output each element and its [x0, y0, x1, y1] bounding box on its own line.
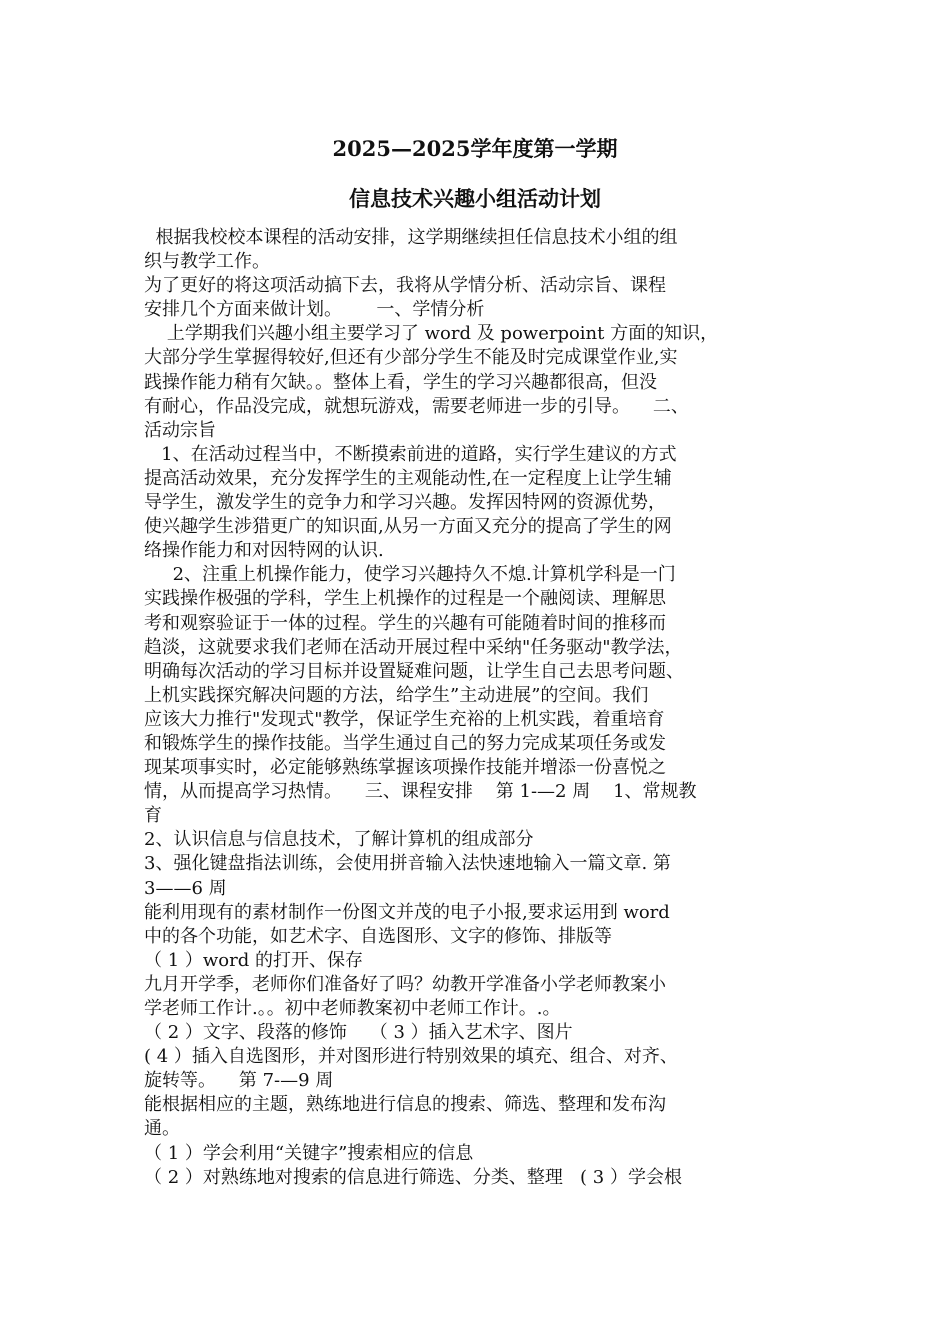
body-text-line: 安排几个方面来做计划。 一、学情分析	[144, 299, 485, 321]
body-text-line: （ 2 ）文字、段落的修饰 （ 3 ）插入艺术字、图片	[144, 1022, 573, 1044]
document-title-plan: 信息技术兴趣小组活动计划	[349, 186, 601, 211]
body-text-line: 根据我校校本课程的活动安排，这学期继续担任信息技术小组的组	[144, 227, 678, 248]
body-text-line: 能根据相应的主题，熟练地进行信息的搜索、筛选、整理和发布沟	[144, 1094, 666, 1116]
body-text-line: 大部分学生掌握得较好,但还有少部分学生不能及时完成课堂作业,实	[144, 347, 678, 369]
document-title-term: 2025—2025学年度第一学期	[332, 136, 618, 161]
body-text-line: （ 2 ）对熟练地对搜索的信息进行筛选、分类、整理 ( 3 ）学会根	[144, 1166, 682, 1188]
body-text-line: 学老师工作计.。。初中老师教案初中老师工作计。.。	[144, 998, 561, 1019]
body-text-line: 明确每次活动的学习目标并设置疑难问题，让学生自己去思考问题、	[144, 660, 684, 682]
body-text-line: 织与教学工作。	[144, 251, 270, 273]
body-text-line: 趋淡，这就要求我们老师在活动开展过程中采纳"任务驱动"教学法，	[144, 636, 683, 658]
body-text-line: （ 1 ）word 的打开、保存	[144, 949, 363, 971]
body-text-line: 2、认识信息与信息技术，了解计算机的组成部分	[144, 829, 534, 851]
body-text-line: 提高活动效果，充分发挥学生的主观能动性,在一定程度上让学生辅	[144, 467, 672, 489]
body-text-line: 络操作能力和对因特网的认识.	[144, 540, 384, 562]
body-text-line: 3、强化键盘指法训练，会使用拼音输入法快速地输入一篇文章. 第	[144, 853, 671, 875]
body-text-line: 1、在活动过程当中，不断摸索前进的道路，实行学生建议的方式	[144, 443, 677, 465]
body-text-line: 育	[144, 805, 162, 827]
body-text-line: 使兴趣学生涉猎更广的知识面,从另一方面又充分的提高了学生的网	[144, 516, 672, 538]
body-text-line: 有耐心，作品没完成，就想玩游戏，需要老师进一步的引导。 二、	[144, 395, 689, 417]
body-text-line: 九月开学季，老师你们准备好了吗？幼教开学准备小学老师教案小	[144, 973, 666, 995]
body-text-line: 情，从而提高学习热情。 三、课程安排 第 1-—2 周 1、常规教	[144, 781, 697, 803]
body-text-line: ( 4 ）插入自选图形，并对图形进行特别效果的填充、组合、对齐、	[144, 1046, 678, 1068]
body-text-line: 实践操作极强的学科，学生上机操作的过程是一个融阅读、理解思	[144, 588, 666, 610]
body-text-line: 践操作能力稍有欠缺。。整体上看，学生的学习兴趣都很高，但没	[144, 371, 657, 393]
body-text-line: 为了更好的将这项活动搞下去，我将从学情分析、活动宗旨、课程	[144, 275, 666, 297]
body-text-line: 上机实践探究解决问题的方法，给学生”主动进展”的空间。我们	[144, 684, 649, 706]
body-text-line: 中的各个功能，如艺术字、自选图形、文字的修饰、排版等	[144, 925, 612, 947]
body-text-line: 现某项事实时，必定能够熟练掌握该项操作技能并增添一份喜悦之	[144, 757, 666, 779]
body-text-line: 和锻炼学生的操作技能。当学生通过自己的努力完成某项任务或发	[144, 732, 666, 754]
body-text-line: 导学生，激发学生的竞争力和学习兴趣。发挥因特网的资源优势，	[144, 492, 666, 514]
body-text-line: 旋转等。 第 7-—9 周	[144, 1070, 334, 1092]
body-text-line: 2、注重上机操作能力，使学习兴趣持久不熄.计算机学科是一门	[144, 564, 676, 586]
body-text-line: 应该大力推行"发现式"教学，保证学生充裕的上机实践，着重培育	[144, 708, 665, 730]
body-text-line: 上学期我们兴趣小组主要学习了 word 及 powerpoint 方面的知识，	[144, 323, 719, 345]
body-text-line: 活动宗旨	[144, 419, 216, 441]
body-text-line: 3——6 周	[144, 877, 227, 899]
document-body	[144, 226, 824, 1190]
body-text-line: 通。	[144, 1118, 180, 1140]
body-text-line: 能利用现有的素材制作一份图文并茂的电子小报,要求运用到 word	[144, 901, 670, 923]
body-text-line: （ 1 ）学会利用“关键字”搜索相应的信息	[144, 1142, 474, 1164]
body-text-line: 考和观察验证于一体的过程。学生的兴趣有可能随着时间的推移而	[144, 612, 666, 634]
